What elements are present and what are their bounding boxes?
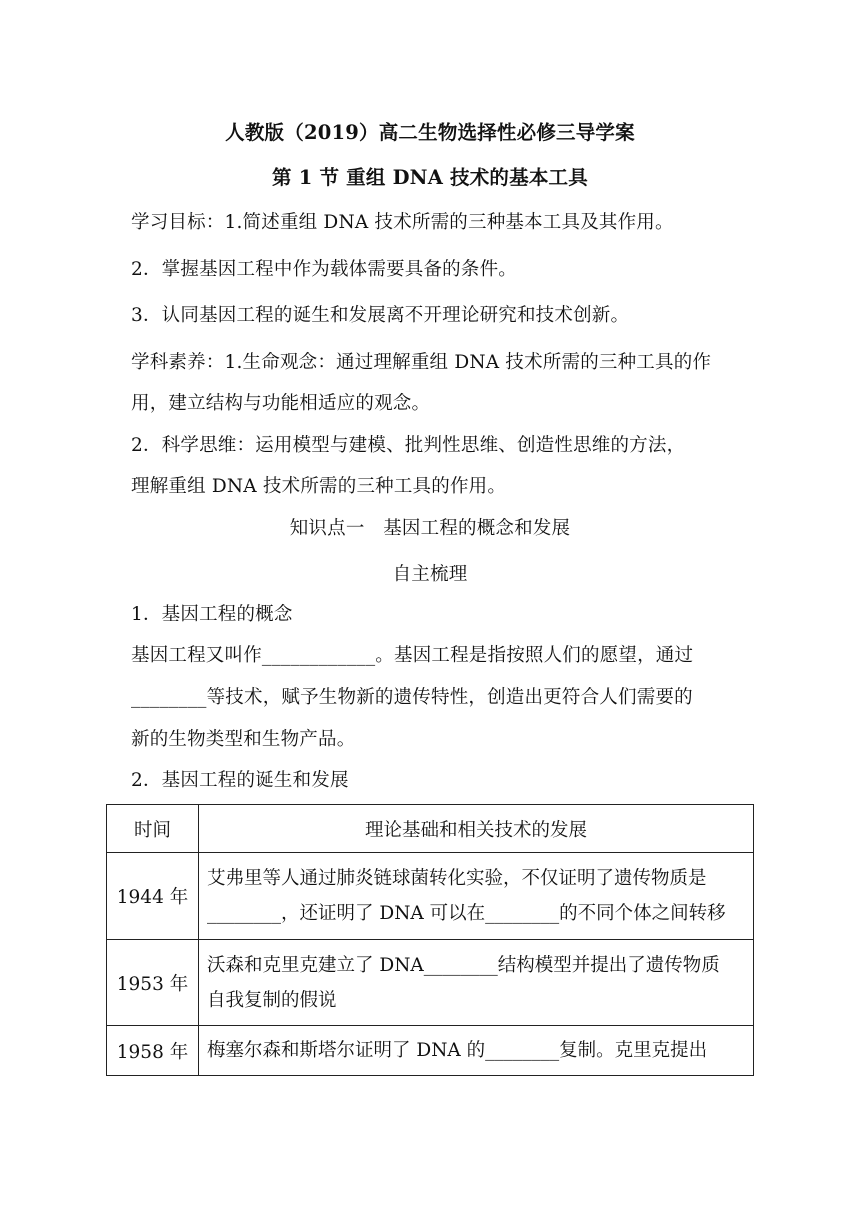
concept-line-1: 基因工程又叫作____________。基因工程是指按照人们的愿望，通过 — [131, 645, 694, 666]
history-table — [106, 804, 754, 1076]
goal-line-1: 学习目标：1.简述重组 DNA 技术所需的三种基本工具及其作用。 — [131, 212, 674, 233]
table-row — [107, 853, 754, 940]
literacy-line-2: 用，建立结构与功能相适应的观念。 — [131, 393, 431, 414]
row-description — [199, 940, 754, 1026]
goal-line-3: 3．认同基因工程的诞生和发展离不开理论研究和技术创新。 — [131, 305, 630, 326]
table-header-development: 理论基础和相关技术的发展 — [199, 805, 754, 853]
row-text-line: 梅塞尔森和斯塔尔证明了 DNA 的________复制。克里克提出 — [207, 1040, 708, 1061]
row-text-line: 艾弗里等人通过肺炎链球菌转化实验，不仅证明了遗传物质是 — [207, 868, 707, 889]
row-description — [199, 853, 754, 940]
table-row — [107, 940, 754, 1026]
row-year: 1944 年 — [107, 853, 199, 940]
doc-title: 人教版（2019）高二生物选择性必修三导学案 — [225, 121, 635, 144]
concept-line-3: 新的生物类型和生物产品。 — [131, 729, 356, 750]
section-title: 知识点一 基因工程的概念和发展 — [289, 518, 571, 539]
row-year: 1958 年 — [107, 1026, 199, 1076]
subsection-title: 自主梳理 — [392, 564, 468, 585]
history-heading: 2．基因工程的诞生和发展 — [131, 770, 349, 791]
row-year: 1953 年 — [107, 940, 199, 1026]
concept-line-2: ________等技术，赋予生物新的遗传特性，创造出更符合人们需要的 — [131, 687, 693, 708]
concept-heading: 1．基因工程的概念 — [131, 604, 293, 625]
goal-line-2: 2．掌握基因工程中作为载体需要具备的条件。 — [131, 259, 517, 280]
literacy-line-4: 理解重组 DNA 技术所需的三种工具的作用。 — [131, 476, 507, 497]
literacy-line-3: 2．科学思维：运用模型与建模、批判性思维、创造性思维的方法， — [131, 435, 686, 456]
doc-subtitle: 第 1 节 重组 DNA 技术的基本工具 — [272, 166, 588, 189]
literacy-line-1: 学科素养：1.生命观念：通过理解重组 DNA 技术所需的三种工具的作 — [131, 352, 712, 373]
row-text-line: 自我复制的假说 — [207, 989, 337, 1011]
row-text-line: ________，还证明了 DNA 可以在________的不同个体之间转移 — [207, 903, 726, 924]
table-header-time: 时间 — [107, 805, 199, 853]
table-row — [107, 1026, 754, 1076]
row-description — [199, 1026, 754, 1076]
table-header-row — [107, 805, 754, 853]
row-text-line: 沃森和克里克建立了 DNA________结构模型并提出了遗传物质 — [207, 954, 720, 976]
